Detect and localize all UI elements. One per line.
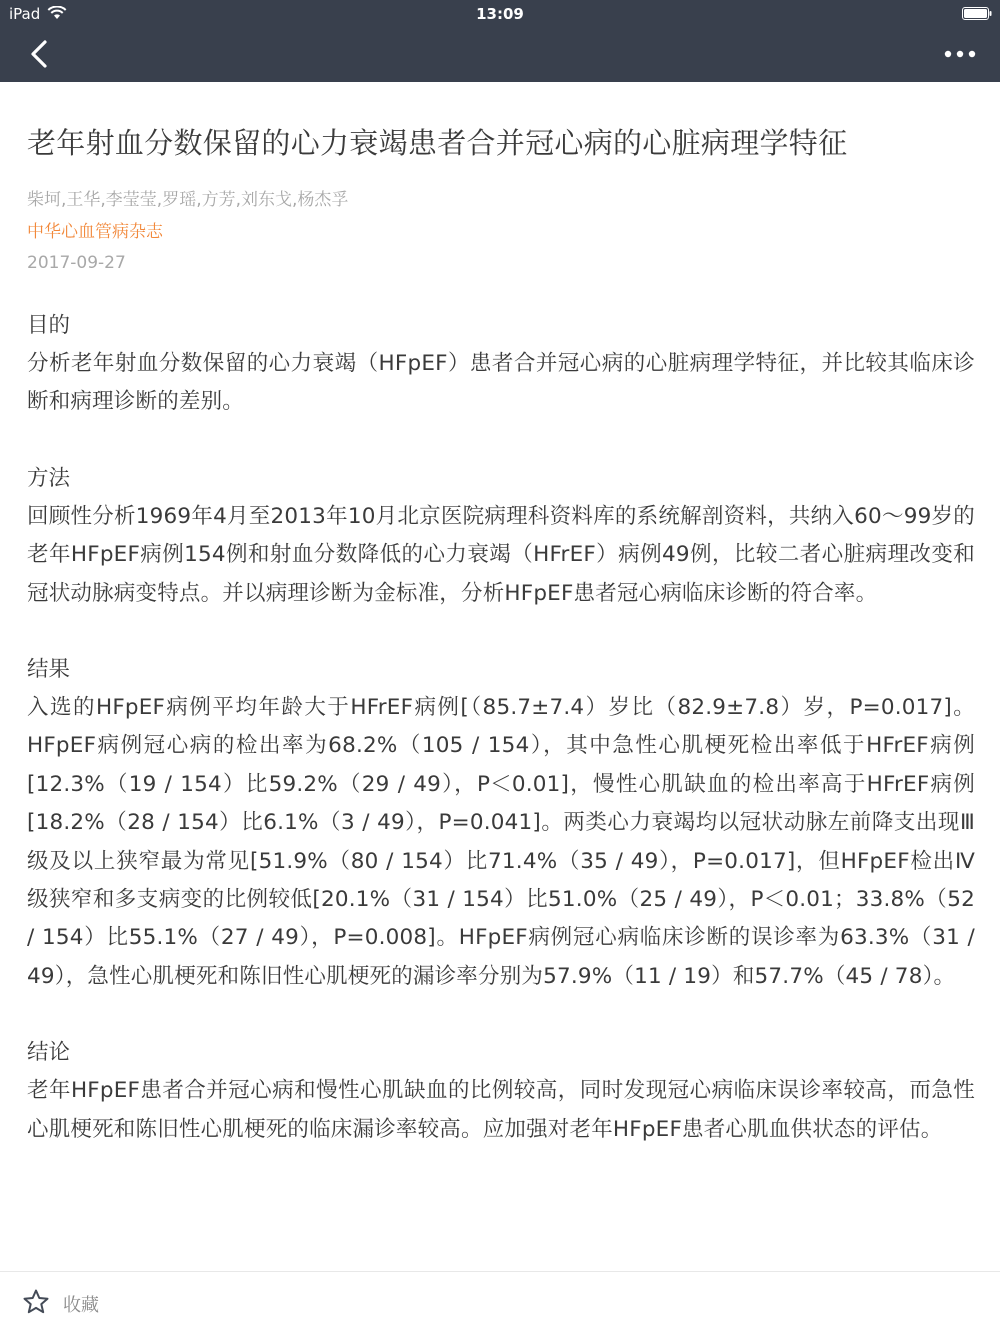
section-body: 老年HFpEF患者合并冠心病和慢性心肌缺血的比例较高，同时发现冠心病临床误诊率较高，而急性心肌梗死和陈旧性心肌梗死的临床漏诊率较高。应加强对老年HFpEF患者心肌血供状态的评估。 bbox=[27, 1078, 975, 1142]
section-conclusion bbox=[27, 1034, 975, 1149]
battery-icon bbox=[962, 7, 992, 20]
section-heading: 方法 bbox=[27, 465, 71, 491]
more-horizontal-icon bbox=[938, 34, 982, 74]
favorite-label: 收藏 bbox=[63, 1295, 99, 1316]
section-body: 分析老年射血分数保留的心力衰竭（HFpEF）患者合并冠心病的心脏病理学特征，并比较其临床诊断和病理诊断的差别。 bbox=[27, 351, 975, 415]
section-body: 回顾性分析1969年4月至2013年10月北京医院病理科资料库的系统解剖资料，共纳入60～99岁的老年HFpEF病例154例和射血分数降低的心力衰竭（HFrEF）病例49例，比较二者心脏病理改变和冠状动脉病变特点。并以病理诊断为金标准，分析HFpEF患者冠心病临床诊断的符合率。 bbox=[27, 503, 975, 606]
star-outline-icon bbox=[22, 1288, 50, 1316]
section-objective bbox=[27, 307, 975, 422]
device-name: iPad bbox=[9, 5, 41, 23]
section-methods bbox=[27, 460, 975, 613]
nav-bar bbox=[0, 28, 1000, 82]
app-header bbox=[0, 0, 1000, 82]
article-content bbox=[27, 82, 975, 1187]
article-date: 2017-09-27 bbox=[27, 253, 126, 273]
back-button[interactable] bbox=[18, 34, 62, 74]
section-heading: 目的 bbox=[27, 313, 71, 338]
bottom-toolbar bbox=[0, 1271, 1000, 1334]
article-title: 老年射血分数保留的心力衰竭患者合并冠心病的心脏病理学特征 bbox=[27, 126, 848, 160]
section-heading: 结果 bbox=[27, 657, 71, 683]
section-heading: 结论 bbox=[27, 1040, 71, 1066]
status-bar bbox=[0, 0, 1000, 28]
article-journal[interactable]: 中华心血管病杂志 bbox=[27, 222, 163, 242]
chevron-left-icon bbox=[18, 34, 62, 74]
article-authors: 柴坷,王华,李莹莹,罗瑶,方芳,刘东戈,杨杰孚 bbox=[27, 190, 349, 210]
status-time: 13:09 bbox=[476, 5, 524, 23]
section-body: 入选的HFpEF病例平均年龄大于HFrEF病例[（85.7±7.4）岁比（82.9±7.8）岁，P=0.017]。HFpEF病例冠心病的检出率为68.2%（105 / 154），其中急性心肌梗死检出率低于HFrEF病例[12.3%（19 / 154）比59.2%（29 / 49），P＜0.01]，慢性心肌缺血的检出率高于HFrEF病例[18.2%（28 / 154）比6.1%（3 / 49），P=0.041]。两类心力衰竭均以冠状动脉左前降支出现Ⅲ级及以上狭窄最为常见[51.9%（80 / 154）比71.4%（35 / 49），P=0.017]，但HFpEF检出Ⅳ级狭窄和多支病变的比例较低[20.1%（31 / 154）比51.0%（25 / 49），P＜0.01；33.8%（52 / 154）比55.1%（27 / 49），P=0.008]。HFpEF病例冠心病临床诊断的误诊率为63.3%（31 / 49），急性心肌梗死和陈旧性心肌梗死的漏诊率分别为57.9%（11 / 19）和57.7%（45 / 78）。 bbox=[27, 695, 975, 989]
more-options-button[interactable] bbox=[938, 34, 982, 74]
section-results bbox=[27, 651, 975, 996]
